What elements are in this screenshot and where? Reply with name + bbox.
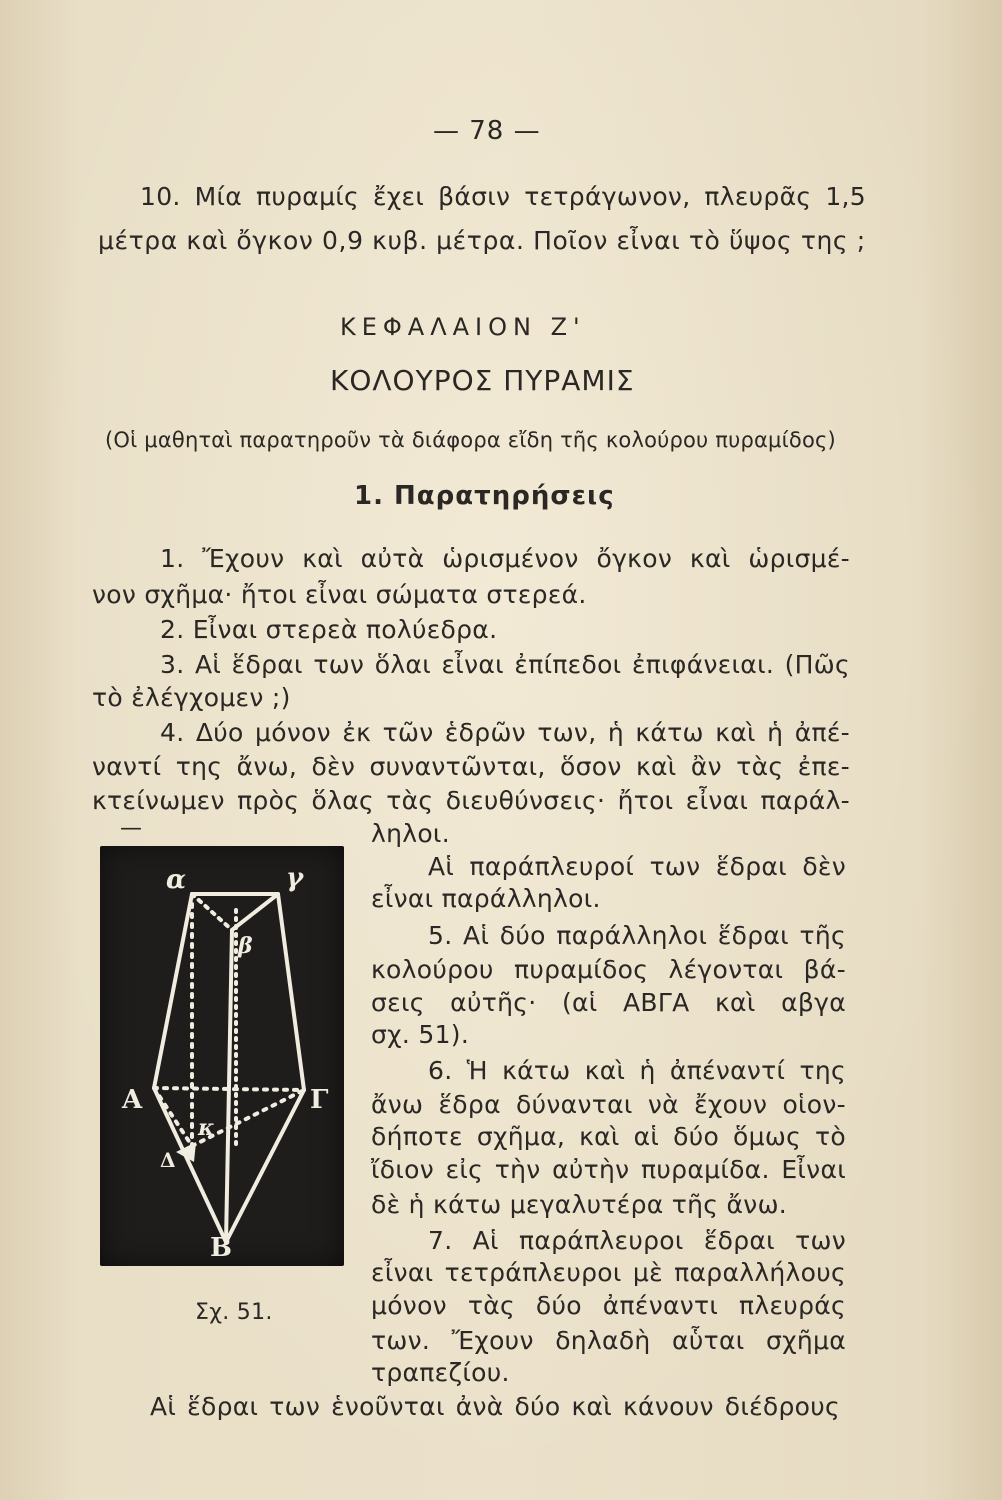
text-line: 3. Αἱ ἕδραι των ὅλαι εἶναι ἐπίπεδοι ἐπιφάνειαι. (Πῶς: [160, 650, 850, 679]
figure-label-kappa: κ: [198, 1115, 215, 1141]
figure-truncated-pyramid: [100, 846, 344, 1266]
text-line: ἴδιον εἰς τὴν αὐτὴν πυραμίδα. Εἶναι: [371, 1155, 846, 1184]
text-line: εἶναι παράλληλοι.: [371, 884, 601, 913]
text-line: κτείνωμεν πρὸς ὅλας τὰς διευθύνσεις· ἤτοι εἶναι παράλ-: [92, 786, 850, 815]
figure-label-alpha: α: [166, 865, 187, 895]
chapter-heading: ΚΕΦΑΛΑΙΟΝ Ζ': [340, 313, 586, 341]
figure-label-gamma: γ: [286, 863, 304, 893]
problem-10-line-2: μέτρα καὶ ὄγκον 0,9 κυβ. μέτρα. Ποῖον εἶναι τὸ ὕψος της ;: [98, 226, 866, 255]
text-line: τὸ ἐλέγχομεν ;): [92, 683, 291, 712]
text-line: μόνον τὰς δύο ἀπέναντι πλευράς: [371, 1291, 846, 1320]
chapter-note: (Οἱ μαθηταὶ παρατηροῦν τὰ διάφορα εἴδη τῆς κολούρου πυραμίδος): [105, 428, 836, 452]
text-line: 1. Ἔχουν καὶ αὐτὰ ὡρισμένον ὄγκον καὶ ὡρισμέ-: [160, 544, 850, 573]
text-line: 2. Εἶναι στερεὰ πολύεδρα.: [160, 615, 498, 644]
figure-caption: Σχ. 51.: [195, 1300, 273, 1325]
pyramid-drawing: [100, 846, 344, 1266]
page-number: — 78 —: [433, 116, 541, 146]
text-line: εἶναι τετράπλευροι μὲ παραλλήλους: [371, 1258, 846, 1287]
problem-10-line-1: 10. Μία πυραμίς ἔχει βάσιν τετράγωνον, πλευρᾶς 1,5: [140, 182, 866, 211]
figure-label-capital-gamma: Γ: [310, 1085, 329, 1115]
text-line: σχ. 51).: [371, 1020, 470, 1049]
text-line: 7. Αἱ παράπλευροι ἕδραι των: [428, 1226, 846, 1255]
figure-top-dash: —: [120, 816, 143, 841]
text-line: σεις αὐτῆς· (αἱ ΑΒΓΑ καὶ αβγα: [371, 988, 846, 1017]
section-heading: 1. Παρατηρήσεις: [354, 481, 615, 511]
text-line: νον σχῆμα· ἤτοι εἶναι σώματα στερεά.: [92, 580, 587, 609]
text-line: ληλοι.: [371, 819, 450, 848]
text-line: 5. Αἱ δύο παράλληλοι ἕδραι τῆς: [428, 921, 846, 950]
figure-label-capital-delta: Δ: [160, 1148, 176, 1172]
text-line: των. Ἔχουν δηλαδὴ αὗται σχῆμα: [371, 1326, 846, 1355]
text-line: δὲ ἡ κάτω μεγαλυτέρα τῆς ἄνω.: [371, 1190, 788, 1219]
chapter-title: ΚΟΛΟΥΡΟΣ ΠΥΡΑΜΙΣ: [330, 364, 635, 397]
text-line: τραπεζίου.: [371, 1358, 510, 1387]
text-line: δήποτε σχῆμα, καὶ αἱ δύο ὅμως τὸ: [371, 1122, 846, 1151]
text-line: 6. Ἡ κάτω καὶ ἡ ἀπέναντί της: [428, 1056, 846, 1085]
figure-label-capital-alpha: Α: [122, 1085, 143, 1115]
text-line: ἄνω ἕδρα δύνανται νὰ ἔχουν οἱον-: [371, 1090, 846, 1119]
text-line: 4. Δύο μόνον ἐκ τῶν ἑδρῶν των, ἡ κάτω καὶ ἡ ἀπέ-: [160, 718, 850, 747]
text-line: Αἱ παράπλευροί των ἕδραι δὲν: [428, 852, 846, 881]
figure-label-capital-beta: Β: [210, 1233, 232, 1263]
figure-label-beta: β: [238, 933, 253, 959]
text-line: Αἱ ἕδραι των ἑνοῦνται ἀνὰ δύο καὶ κάνουν διέδρους: [150, 1392, 840, 1421]
text-line: ναντί της ἄνω, δὲν συναντῶνται, ὅσον καὶ ἂν τὰς ἐπε-: [92, 752, 850, 781]
text-line: κολούρου πυραμίδος λέγονται βά-: [371, 955, 846, 984]
